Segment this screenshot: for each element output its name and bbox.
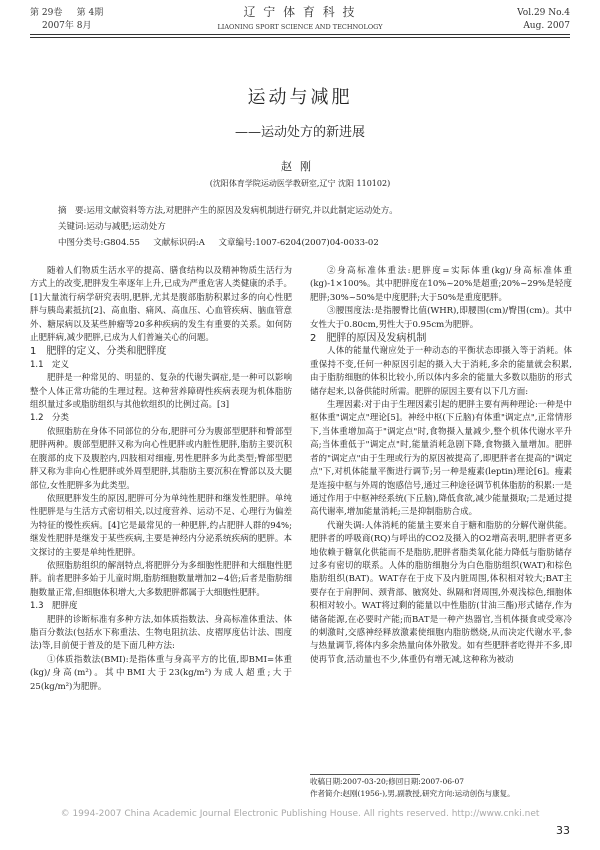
footnote-rule	[310, 774, 420, 775]
subsection-heading-1-3: 1.3 肥胖度	[30, 601, 78, 612]
bmi-paragraph: ①体质指数法(BMI):是指体重与身高平方的比值,即BMI=体重(kg)/身高(m²)。其中BMI大于23(kg/m²)为成人超重;大于25(kg/m²)为肥胖。	[30, 654, 292, 692]
header-volume-en: Vol.29 No.4	[517, 8, 570, 18]
classification-paragraph-3: 依照脂肪组织的解剖特点,将肥胖分为多细胞性肥胖和大细胞性肥胖。前者肥胖多始于儿童时期,脂肪细胞数量增加2~4倍;后者是脂肪细胞数量正常,但细胞体积增大,大多数肥胖都属于大细胞性肥胖。	[30, 560, 292, 598]
metabolism-paragraph: 代谢失调:人体消耗的能量主要来自于糖和脂肪的分解代谢供能。肥胖者的呼吸商(RQ)与呼出的CO2及摄入的O2增高表明,肥胖者更多地依赖于糖氧化供能而不是脂肪,肥胖者脂类氧化能力降低与脂肪储存过多有密切的联系。人体的脂肪细胞分为白色脂肪组织(WAT)和棕色脂肪组织(BAT)。WAT存在于皮下及内脏周围,体积相对较大;BAT主要存在于肩胛间、颈背部、腋窝处、纵隔和肾周围,外观浅棕色,细胞体积相对较小。WAT将过剩的能量以中性脂肪(甘油三酯)形式储存,作为储备能源,在必要时产能;而BAT是一种产热器官,当机体摄食或受寒冷的刺激时,交感神经释放激素使细胞内脂肪燃烧,从而决定代谢水平,参与热量调节,将体内多余热量向体外散发。如有些肥胖者吃得并不多,即使再节食,活动量也不少,体重仍有增无减,这种称为被动	[310, 520, 572, 665]
header-journal-en: LIAONING SPORT SCIENCE AND TECHNOLOGY	[217, 23, 383, 31]
classification-line	[58, 236, 558, 250]
definition-paragraph: 肥胖是一种常见的、明显的、复杂的代谢失调症,是一种可以影响整个人体正常功能的生理过程。这种营养障碍性疾病表现为机体脂肪组织量过多或脂肪组织与其他软组织的比例过高。[3]	[30, 373, 292, 411]
header-date-cn: 2007年 8月	[42, 21, 92, 31]
copyright-notice: © 1994-2007 China Academic Journal Electronic Publishing House. All rights reserved. http://www.cnki.net	[60, 809, 540, 819]
page-number: 33	[556, 824, 570, 837]
section-heading-1: 1 肥胖的定义、分类和肥胖度	[30, 346, 167, 358]
article-author: 赵刚	[281, 160, 319, 173]
obesity-degree-paragraph: 肥胖的诊断标准有多种方法,如体质指数法、身高标准体重法、体脂百分数法(包括水下称重法、生物电阻抗法、皮褶厚度估计法、围度法)等,目前便于普及的是下面几种方法:	[30, 614, 292, 652]
subsection-heading-1-1: 1.1 定义	[30, 359, 70, 370]
classification-paragraph-2: 依照肥胖发生的原因,肥胖可分为单纯性肥胖和继发性肥胖。单纯性肥胖是与生活方式密切相关,以过度营养、运动不足、心理行为偏差为特征的慢性疾病。[4]它是最常见的一种肥胖,约占肥胖人群的94%;继发性肥胖是继发于某些疾病,主要是神经内分泌系统疾病的肥胖。本文探讨的主要是单纯性肥胖。	[30, 493, 292, 558]
article-title: 运动与减肥	[247, 87, 353, 108]
intro-paragraph: 随着人们物质生活水平的提高、膳食结构以及精神物质生活行为方式上的改变,肥胖发生率逐年上升,已成为严重危害人类健康的杀手。[1]大量流行病学研究表明,肥胖,尤其是腹部脂肪积累过多的向心性肥胖与胰岛素抵抗[2]、高血脂、痛风、高血压、心血管疾病、脑血管意外、糖尿病以及某些肿瘤等20多种疾病的发生有重要的关系。如何防止肥胖病,减少肥胖,已成为人们普遍关心的问题。	[30, 266, 292, 344]
document-code: 文献标识码:A	[153, 238, 205, 248]
energy-balance-paragraph: 人体的能量代谢应处于一种动态的平衡状态即摄入等于消耗。体重保持不变,任何一种原因引起的摄入大于消耗,多余的能量就会积累,由于脂肪细胞的体积比较小,所以体内多余的能量大多数以脂肪的形式储存起来,以备供能时所需。肥胖的原因主要有以下几方面:	[310, 346, 572, 397]
keywords: 关键词:运动与减肥;运动处方	[58, 222, 166, 232]
abstract: 摘 要:运用文献资料等方法,对肥胖产生的原因及发病机制进行研究,并以此制定运动处方。	[58, 206, 398, 216]
header-rule	[30, 34, 570, 35]
clc-number: 中图分类号:G804.55	[58, 238, 140, 248]
footnote-author: 作者简介:赵刚(1956-),男,副教授,研究方向:运动创伤与康复。	[310, 789, 515, 798]
article-affiliation: (沈阳体育学院运动医学教研室,辽宁 沈阳 110102)	[209, 179, 391, 188]
right-column	[310, 265, 572, 667]
subsection-heading-1-2: 1.2 分类	[30, 413, 70, 424]
header-date-en: Aug. 2007	[523, 21, 570, 31]
classification-paragraph-1: 依照脂肪在身体不同部位的分布,肥胖可分为腹部型肥胖和臀部型肥胖两种。腹部型肥胖又称为向心性肥胖或内脏性肥胖,脂肪主要沉积在腹部的皮下及腹腔内,四肢相对细瘦,男性肥胖多为此类型;臀部型肥胖又称为非向心性肥胖或外周型肥胖,其脂肪主要沉积在臀部以及大腿部位,女性肥胖多为此类型。	[30, 426, 292, 491]
article-number: 文章编号:1007-6204(2007)04-0033-02	[218, 238, 379, 248]
header-rule-thin	[30, 37, 570, 38]
footnote-received: 收稿日期:2007-03-20;修回日期:2007-06-07	[310, 777, 465, 786]
waist-hip-paragraph: ③腰围度法:是指腰臀比值(WHR),即腰围(cm)/臀围(cm)。其中女性大于0.80cm,男性大于0.95cm为肥胖。	[310, 306, 572, 330]
header-journal-cn: 辽 宁 体 育 科 技	[243, 5, 357, 19]
physiology-paragraph: 生理因素:对于由于生理因素引起的肥胖主要有两种理论:一种是中枢体重"调定点"理论[5]。神经中枢(下丘脑)有体重"调定点",正常情形下,当体重增加高于"调定点"时,食物摄入量减少,整个机体代谢水平升高;当体重低于"调定点"时,能量消耗急剧下降,食物摄入量增加。肥胖者的"调定点"由于生理或行为的原因被提高了,即肥胖者在提高的"调定点"下,对机体能量平衡进行调节;另一种是瘦素(leptin)理论[6]。瘦素是连接中枢与外周的饱感信号,通过三种途径调节机体脂肪的积累:一是通过作用于中枢神经系统(下丘脑),降低食欲,减少能量摄取;二是通过提高代谢率,增加能量消耗;三是抑制脂肪合成。	[310, 400, 572, 518]
left-column	[30, 265, 292, 694]
height-weight-paragraph: ②身高标准体重法:肥胖度=实际体重(kg)/身高标准体重(kg)-1×100%。其中肥胖度在10%~20%是超重;20%~29%是轻度肥胖;30%~50%是中度肥胖;大于50%是重度肥胖。	[310, 266, 572, 303]
article-subtitle: ——运动处方的新进展	[234, 125, 365, 140]
section-heading-2: 2 肥胖的原因及发病机制	[310, 333, 427, 345]
header-volume-cn: 第 29卷 第 4期	[30, 8, 104, 18]
